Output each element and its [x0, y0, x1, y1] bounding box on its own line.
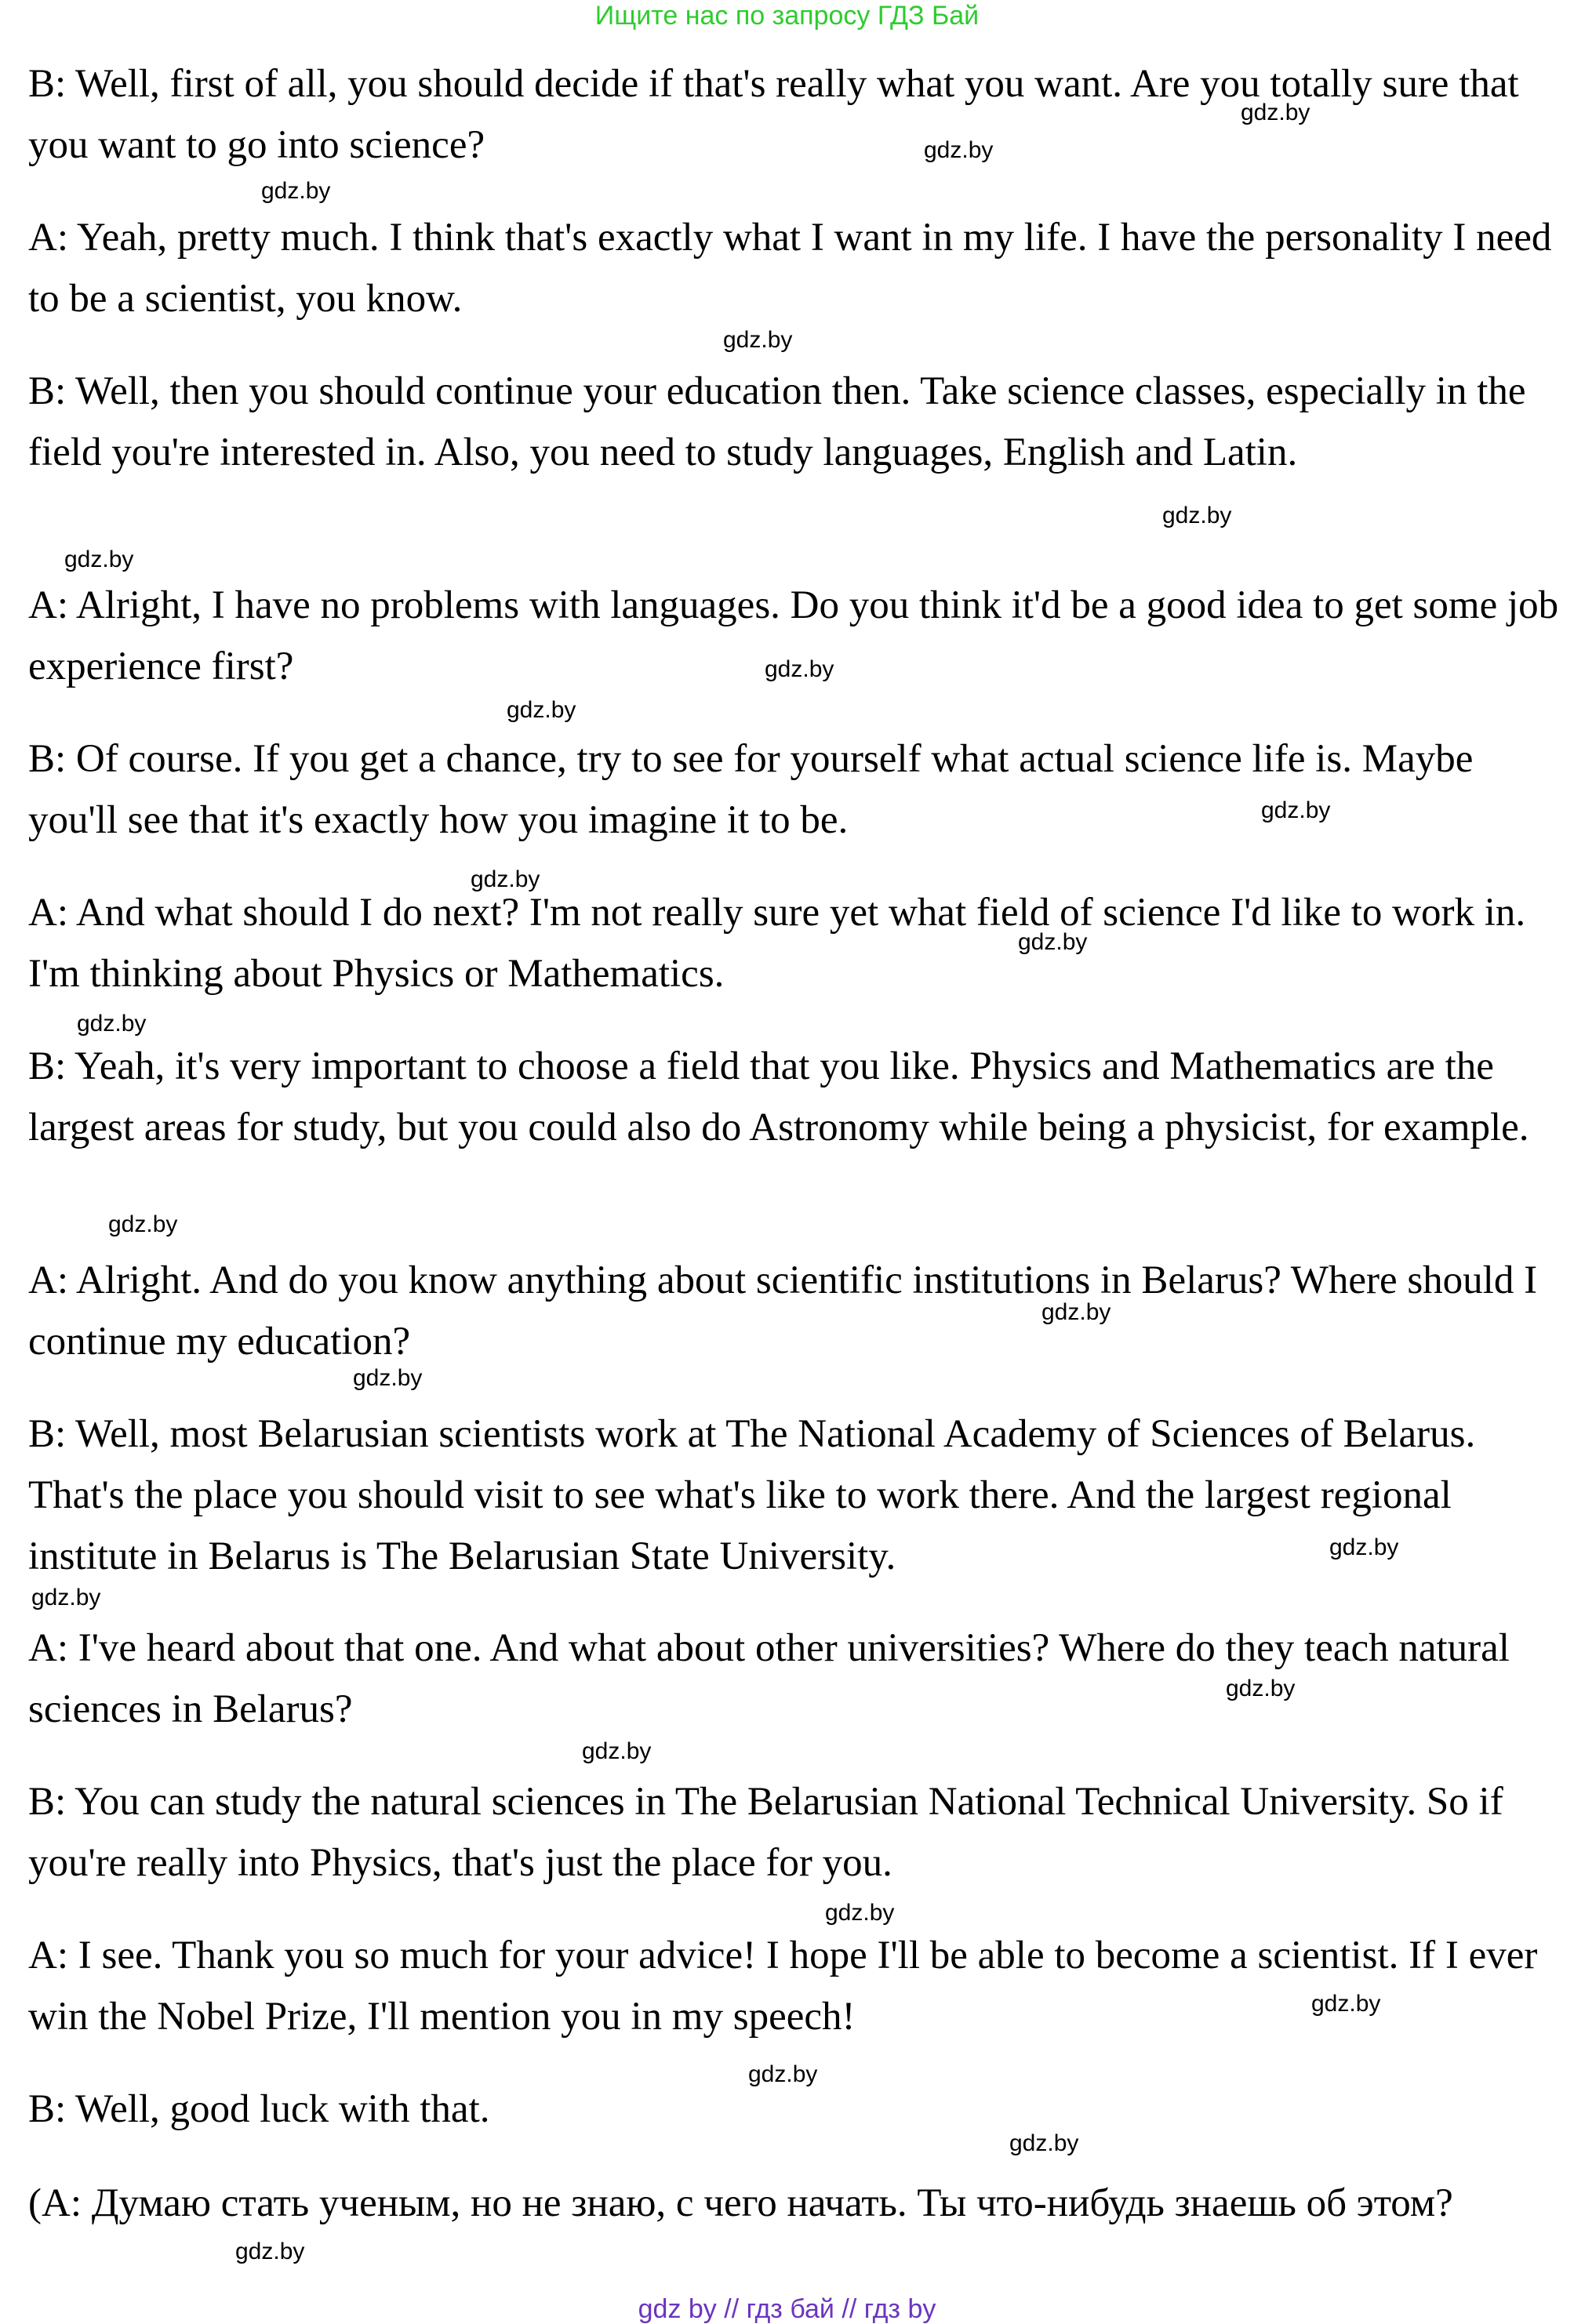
watermark: gdz.by: [1261, 797, 1331, 823]
watermark: gdz.by: [353, 1365, 423, 1391]
watermark: gdz.by: [77, 1011, 147, 1037]
watermark: gdz.by: [471, 866, 540, 892]
dialogue-line: A: And what should I do next? I'm not really sure yet what field of science I'd like to work in. I'm thinking about Physics or Mathematics.: [28, 891, 1526, 996]
watermark: gdz.by: [1018, 929, 1088, 955]
dialogue-line: A: Yeah, pretty much. I think that's exactly what I want in my life. I have the personality I need to be a scientist, you know.: [28, 216, 1552, 321]
dialogue-line: A: Alright. And do you know anything about scientific institutions in Belarus? Where should I continue my education?: [28, 1258, 1538, 1364]
translation-line: (А: Думаю стать ученым, но не знаю, с чего начать. Ты что-нибудь знаешь об этом?: [28, 2181, 1453, 2225]
watermark: gdz.by: [1041, 1299, 1111, 1325]
watermark: gdz.by: [1311, 1991, 1381, 2017]
dialogue-line: A: I see. Thank you so much for your advice! I hope I'll be able to become a scientist. If I ever win the Nobel Prize, I'll mention you in my speech!: [28, 1934, 1538, 2039]
site-search-banner: Ищите нас по запросу ГДЗ Бай: [594, 1, 980, 31]
watermark: gdz.by: [825, 1900, 895, 1926]
dialogue-line: B: Well, then you should continue your education then. Take science classes, especially in the field you're interested in. Also, you need to study languages, English and Latin.: [28, 369, 1526, 474]
watermark: gdz.by: [765, 656, 834, 682]
watermark: gdz.by: [235, 2239, 305, 2264]
watermark: gdz.by: [261, 178, 331, 204]
watermark: gdz.by: [1226, 1676, 1296, 1701]
watermark: gdz.by: [723, 327, 793, 353]
watermark: gdz.by: [1009, 2130, 1079, 2156]
dialogue-line: A: Alright, I have no problems with languages. Do you think it'd be a good idea to get some job experience first?: [28, 583, 1559, 688]
watermark: gdz.by: [582, 1738, 652, 1764]
watermark: gdz.by: [1241, 100, 1310, 125]
watermark: gdz.by: [924, 137, 994, 163]
dialogue-line: B: You can study the natural sciences in The Belarusian National Technical University. So if you're really into Physics, that's just the place for you.: [28, 1780, 1503, 1885]
watermark: gdz.by: [1329, 1534, 1399, 1560]
dialogue-line: B: Well, first of all, you should decide if that's really what you want. Are you totally sure that you want to go into science?: [28, 62, 1519, 167]
dialogue-line: B: Of course. If you get a chance, try to see for yourself what actual science life is. Maybe you'll see that it's exactly how you imagine it to be.: [28, 737, 1474, 842]
site-footer-links: gdz by // гдз бай // гдз by: [638, 2294, 936, 2324]
dialogue-line: B: Well, good luck with that.: [28, 2087, 490, 2131]
watermark: gdz.by: [748, 2061, 818, 2087]
dialogue-line: A: I've heard about that one. And what about other universities? Where do they teach natural sciences in Belarus?: [28, 1626, 1510, 1731]
watermark: gdz.by: [1162, 503, 1232, 528]
watermark: gdz.by: [64, 547, 134, 572]
watermark: gdz.by: [507, 697, 576, 723]
watermark: gdz.by: [108, 1211, 178, 1237]
dialogue-line: B: Well, most Belarusian scientists work at The National Academy of Sciences of Belarus. That's the place you should visit to see what's like to work there. And the largest regional institute in Belarus is The Belarusian State University.: [28, 1412, 1476, 1578]
watermark: gdz.by: [31, 1585, 101, 1610]
dialogue-line: B: Yeah, it's very important to choose a field that you like. Physics and Mathematics are the largest areas for study, but you could also do Astronomy while being a physicist, for example.: [28, 1044, 1529, 1149]
